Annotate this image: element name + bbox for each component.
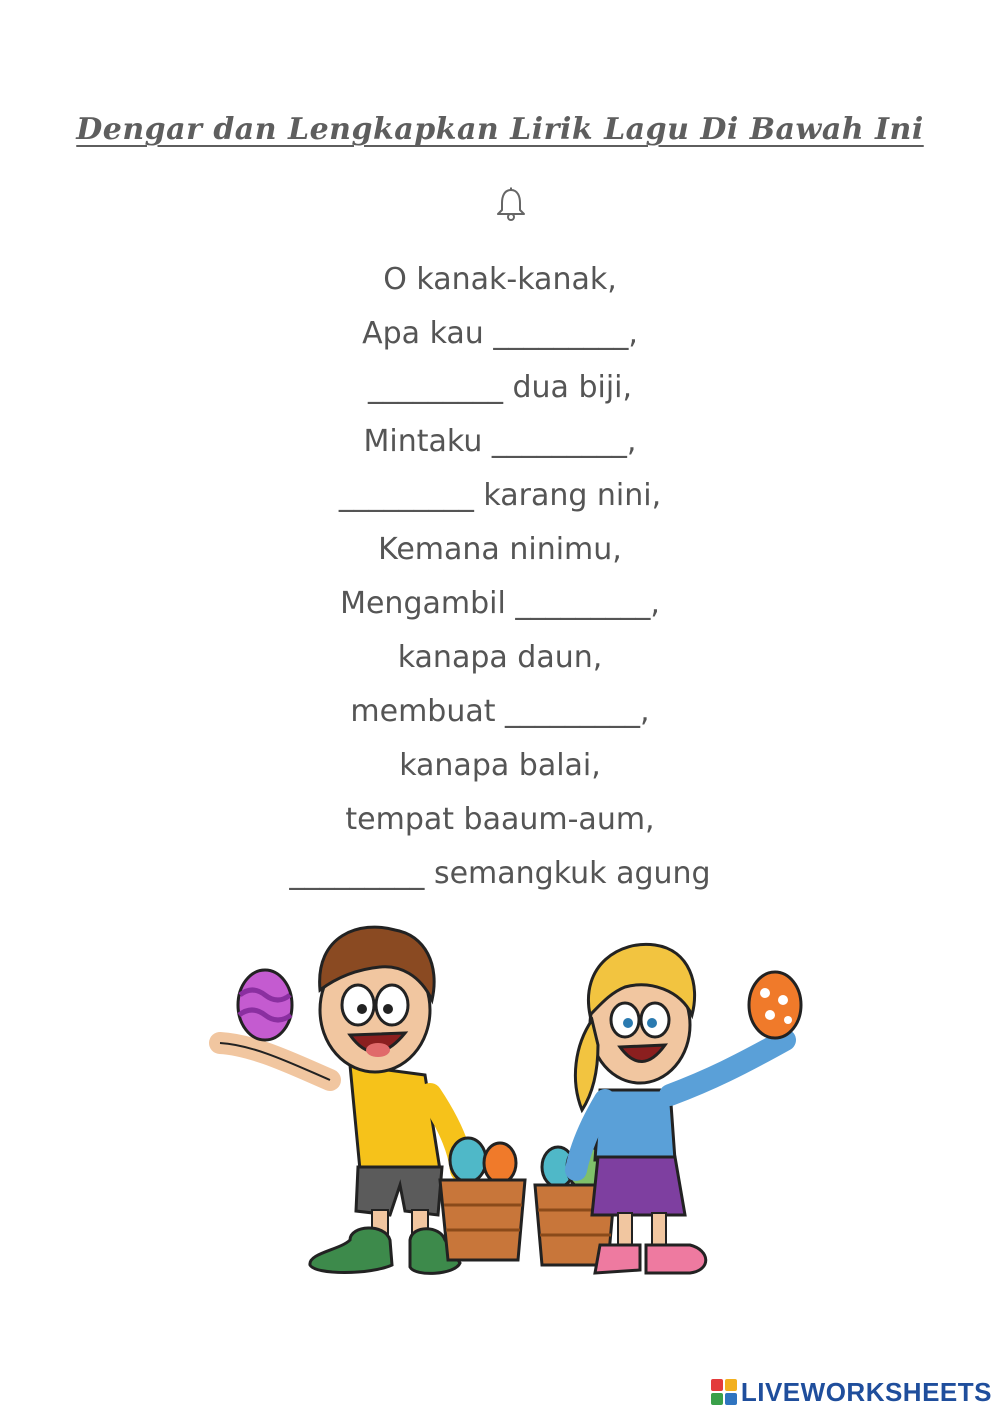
lyrics-list: [0, 256, 1000, 904]
liveworksheets-logo-icon: [711, 1379, 737, 1405]
orange-egg: [749, 972, 801, 1038]
lyric-line[interactable]: Mintaku _________,: [363, 424, 637, 459]
lyric-line[interactable]: membuat _________,: [350, 694, 650, 729]
lyric-line[interactable]: _________ semangkuk agung: [289, 856, 711, 891]
lyric-line: O kanak-kanak,: [383, 262, 617, 297]
lyric-line[interactable]: _________ karang nini,: [338, 478, 662, 513]
liveworksheets-logo[interactable]: [711, 1375, 992, 1409]
lyric-line[interactable]: Mengambil _________,: [340, 586, 660, 621]
lyric-line: kanapa balai,: [399, 748, 601, 783]
logo-text: LIVEWORKSHEETS: [740, 1376, 992, 1407]
purple-egg: [238, 970, 292, 1040]
lyric-line[interactable]: _________ dua biji,: [367, 370, 633, 405]
boy-figure: [220, 927, 525, 1273]
bell-icon: [493, 186, 529, 222]
girl-figure: [535, 944, 801, 1273]
children-easter-illustration: [200, 905, 820, 1315]
page-title: Dengar dan Lengkapkan Lirik Lagu Di Bawah Ini: [76, 112, 924, 147]
lyric-line: Kemana ninimu,: [378, 532, 622, 567]
lyric-line[interactable]: Apa kau _________,: [362, 316, 638, 351]
lyric-line: kanapa daun,: [397, 640, 603, 675]
lyric-line: tempat baaum-aum,: [345, 802, 655, 837]
